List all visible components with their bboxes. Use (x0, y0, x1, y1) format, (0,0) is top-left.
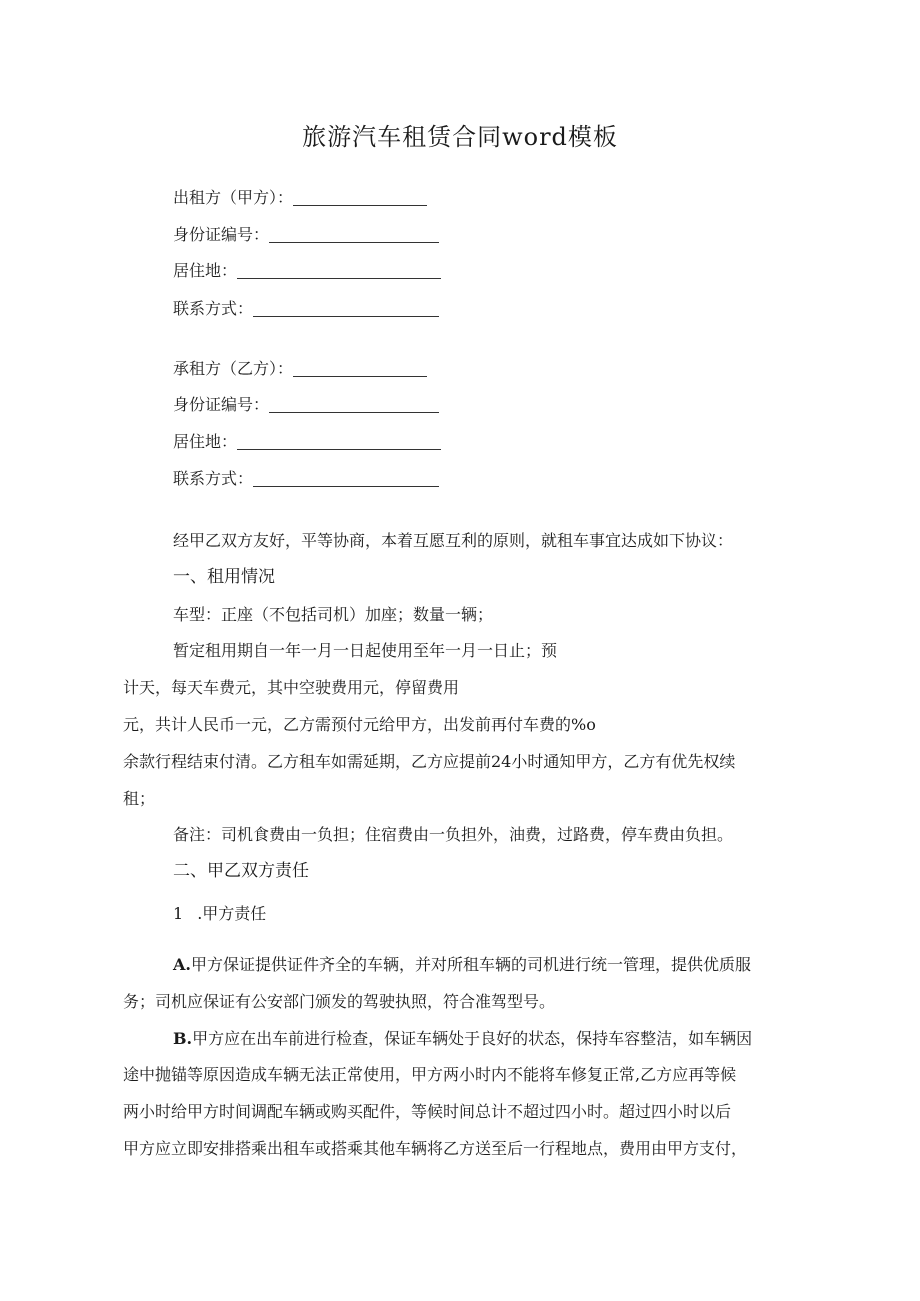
lessee-blank (293, 358, 427, 377)
party-a-id-field (173, 223, 439, 247)
item-b-line-4: 甲方应立即安排搭乘出租车或搭乘其他车辆将乙方送至后一行程地点，费用由甲方支付， (123, 1139, 748, 1158)
party-b-contact-label: 联系方式： (173, 469, 254, 488)
vehicle-line: 车型：正座（不包括司机）加座；数量一辆； (173, 605, 494, 624)
document-title: 旅游汽车租赁合同word模板 (302, 123, 618, 151)
party-a-id-blank (269, 224, 439, 243)
party-a-contact-blank (253, 298, 439, 317)
party-a-id-label: 身份证编号： (173, 225, 270, 244)
party-b-address-blank (237, 431, 441, 450)
party-a-contact-label: 联系方式： (173, 299, 254, 318)
party-b-contact-field (173, 467, 439, 491)
item-b-line-1 (173, 1027, 752, 1051)
party-a-address-label: 居住地： (173, 261, 238, 280)
subsection-1-number: 1 (173, 904, 184, 923)
party-a-address-field (173, 259, 441, 283)
subsection-1-heading (173, 902, 266, 926)
period-line-3: 元，共计人民币一元，乙方需预付元给甲方，出发前再付车费的%o (123, 715, 596, 734)
lessee-field (173, 357, 427, 381)
party-b-id-label: 身份证编号： (173, 395, 270, 414)
party-b-id-field (173, 393, 439, 417)
lessor-label: 出租方（甲方）： (173, 188, 294, 207)
party-a-contact-field (173, 297, 439, 321)
period-line-1: 暂定租用期自一年一月一日起使用至年一月一日止；预 (173, 641, 558, 660)
item-a-lead: A. (173, 955, 191, 974)
item-a-line-1 (173, 953, 751, 977)
item-b-text-1: 甲方应在出车前进行检查，保证车辆处于良好的状态，保持车容整洁，如车辆因 (192, 1029, 753, 1048)
item-a-line-2: 务；司机应保证有公安部门颁发的驾驶执照，符合准驾型号。 (123, 992, 556, 1011)
party-b-address-label: 居住地： (173, 432, 238, 451)
period-line-2: 计天，每天车费元，其中空驶费用元，停留费用 (123, 678, 460, 697)
item-b-line-3: 两小时给甲方时间调配车辆或购买配件，等候时间总计不超过四小时。超过四小时以后 (123, 1102, 732, 1121)
period-line-5: 租； (123, 789, 156, 808)
lessor-field (173, 186, 427, 210)
party-b-address-field (173, 430, 441, 454)
note-line: 备注：司机食费由一负担；住宿费由一负担外，油费，过路费，停车费由负担。 (173, 825, 734, 844)
intro-paragraph: 经甲乙双方友好，平等协商，本着互愿互利的原则，就租车事宜达成如下协议： (173, 531, 734, 550)
lessee-label: 承租方（乙方）： (173, 359, 294, 378)
period-line-4: 余款行程结束付清。乙方租车如需延期，乙方应提前24小时通知甲方，乙方有优先权续 (123, 752, 736, 771)
item-b-lead: B. (173, 1029, 193, 1048)
section-1-heading: 一、租用情况 (173, 567, 275, 587)
section-2-heading: 二、甲乙双方责任 (173, 861, 309, 881)
item-b-line-2: 途中抛锚等原因造成车辆无法正常使用，甲方两小时内不能将车修复正常,乙方应再等候 (123, 1065, 737, 1084)
subsection-1-title: .甲方责任 (197, 904, 267, 923)
party-b-id-blank (269, 394, 439, 413)
item-a-text-1: 甲方保证提供证件齐全的车辆，并对所租车辆的司机进行统一管理，提供优质服 (190, 955, 751, 974)
party-b-contact-blank (253, 468, 439, 487)
party-a-address-blank (237, 260, 441, 279)
lessor-blank (293, 187, 427, 206)
